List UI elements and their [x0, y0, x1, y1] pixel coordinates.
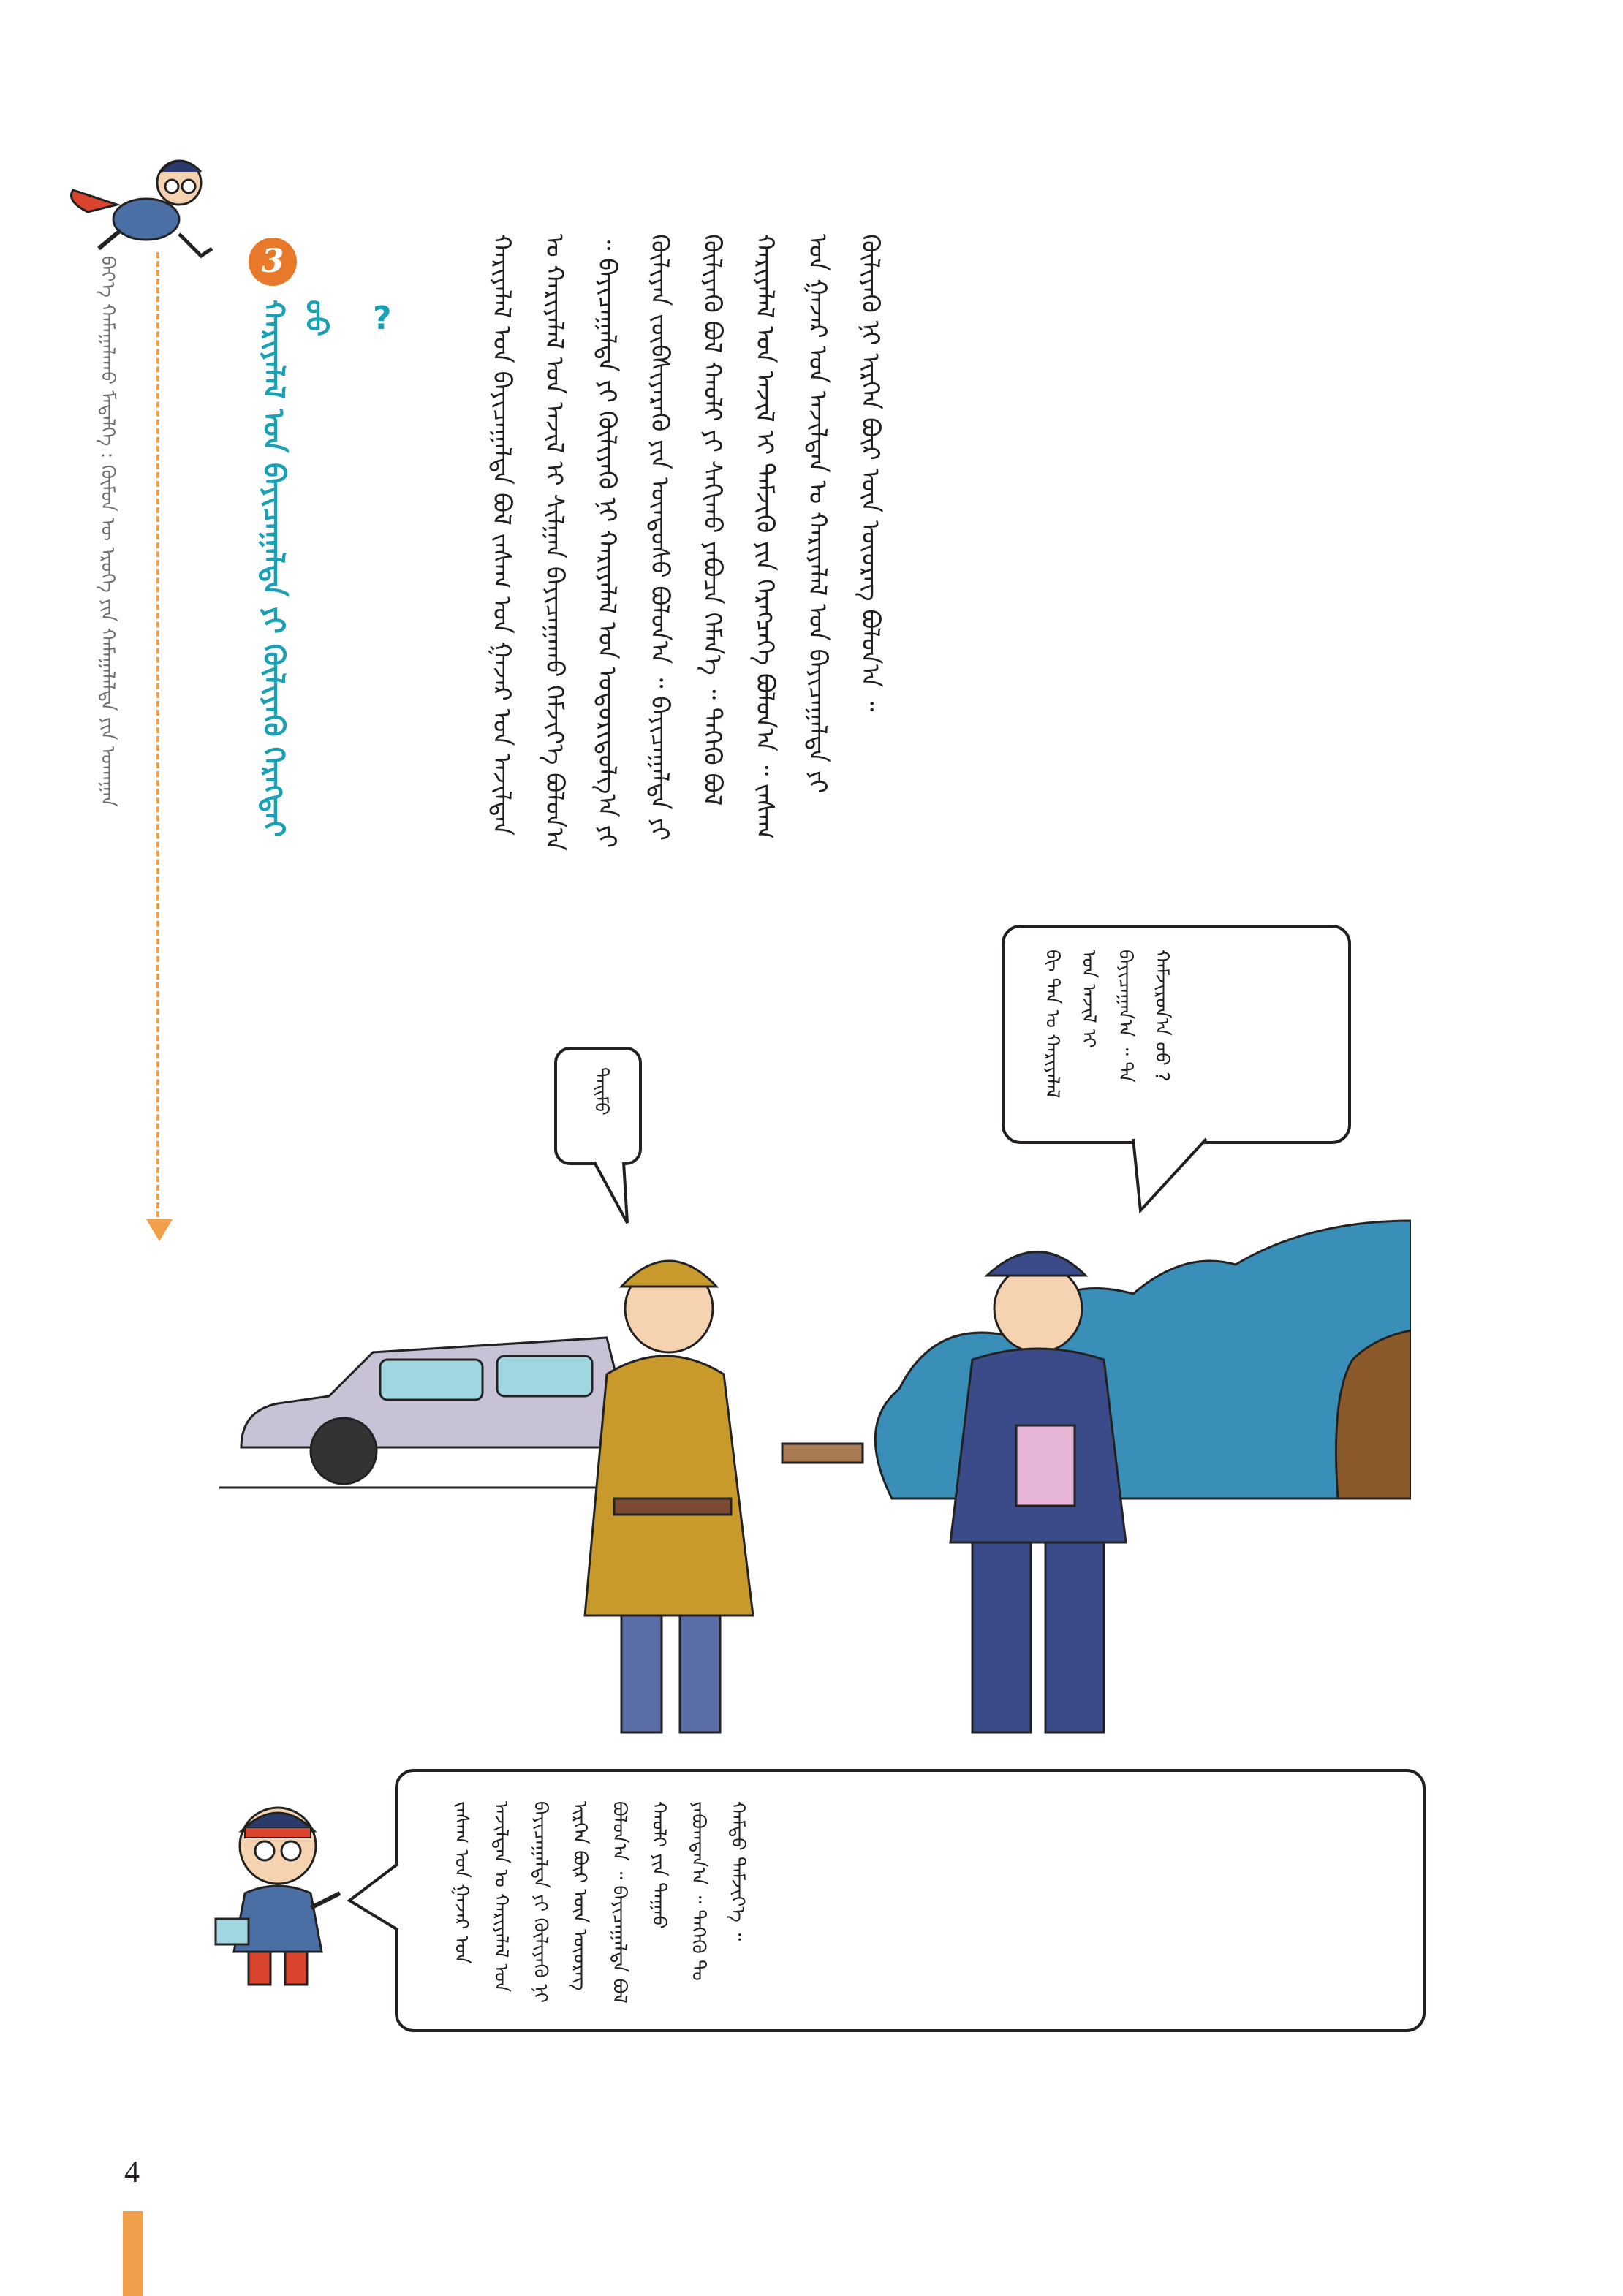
running-header: ᠪᠡᠶ᠎ᠡ ᠬᠠᠮᠠᠭᠠᠯᠠᠬᠤ ᠮᠡᠳᠡᠯᠭᠡ : ᠬᠦᠮᠦᠨ ᠦ ᠡᠷᠦᠬᠡ ᠶᠢᠨ ᠬᠠᠮᠠᠭᠠᠯᠠᠯᠲᠠ ᠶᠢᠨ ᠤᠬᠠᠭᠠᠨ	[97, 256, 118, 807]
officer-bubble-tail	[1126, 1137, 1214, 1218]
body-paragraph: ᠬᠠᠷᠢᠶᠠᠯᠠᠯ ᠤᠨ ᠪᠠᠶᠢᠴᠠᠭᠠᠯᠲᠠ ᠪᠣᠯ ᠵᠠᠰᠠᠭ ᠤᠨ ᠭᠠᠵᠠᠷ ᠤᠨ ᠠᠵᠢᠯᠲᠠᠨ ᠤ ᠬᠠᠷᠢᠶᠠᠯᠠᠯ ᠤᠨ ᠠᠵᠢᠯ ᠢ ᠰᠢᠯᠭᠠᠨ ᠪᠠᠶᠢᠴᠠᠭᠠᠬᠤ ᠬᠡᠮᠵᠢᠶ᠎ᠡ ᠪᠣᠯᠤᠨ᠎ᠠ ᠃ ᠪᠠᠶᠢᠴᠠᠭᠠᠯᠲᠠ ᠶᠢ ᠬᠦᠯᠢᠶᠡᠬᠦ ᠨᠢ ᠬᠠᠷᠢᠶᠠᠯᠠᠯ ᠤᠨ ᠤᠳᠤᠷᠢᠳᠤᠯᠭ᠎ᠠ ᠶᠢ ᠬᠦᠯᠢᠶᠡᠨ ᠵᠥᠪᠰᠢᠶᠡᠷᠡᠬᠦ ᠶᠢᠨ ᠦᠨᠳᠦᠰᠦ ᠪᠣᠯᠤᠨ᠎ᠠ ᠃ ᠪᠠᠶᠢᠴᠠᠭᠠᠯᠲᠠ ᠶᠢ ᠬᠦᠯᠢᠶᠡᠬᠦ ᠪᠣᠯ ᠬᠠᠤᠯᠢ ᠶᠢ ᠰᠠᠬᠢᠬᠤ ᠶᠠᠪᠤᠴᠠ ᠬᠡᠮᠡᠨ᠎ᠡ ᠃ ᠲᠡᠭᠡᠬᠦ ᠪᠣᠯ ᠬᠠᠷᠢᠶᠠᠯᠠᠯ ᠤᠨ ᠠᠵᠢᠯ ᠢ ᠳᠡᠮᠵᠢᠬᠦ ᠶᠢᠨ ᠬᠡᠷᠡᠭᠴᠡᠭᠡ ᠪᠣᠯᠤᠨ᠎ᠠ ᠃ ᠵᠠᠰᠠᠭ ᠤᠨ ᠭᠠᠵᠠᠷ ᠤᠨ ᠠᠵᠢᠯᠲᠠᠨ ᠤ ᠬᠠᠷᠢᠶᠠᠯᠠᠯ ᠤᠨ ᠪᠠᠶᠢᠴᠠᠭᠠᠯᠲᠠ ᠶᠢ ᠬᠦᠯᠢᠶᠡᠬᠦ ᠨᠢ ᠢᠷᠭᠡᠨ ᠪᠦᠷ ᠦᠨ ᠦᠦᠷᠡᠭ ᠪᠣᠯᠤᠨ᠎ᠠ ᠃	[487, 234, 885, 859]
man-bubble-tail	[591, 1161, 635, 1227]
mascot-speech-bubble	[395, 1769, 1426, 2032]
officer-speech-bubble	[1002, 925, 1351, 1144]
mascot-bubble-tail	[347, 1857, 399, 1937]
man-speech-bubble	[554, 1047, 642, 1165]
illustration-scene	[212, 1206, 1411, 1762]
man-character-image	[585, 1261, 753, 1732]
boy-mascot-flying-icon	[58, 132, 227, 278]
header-arrow-icon	[146, 1219, 173, 1241]
section-title: ᠬᠠᠷᠢᠶᠠᠯᠠᠯ ᠤᠨ ᠪᠠᠶᠢᠴᠠᠭᠠᠯᠲᠠ ᠶᠢ ᠬᠦᠯᠢᠶᠡᠬᠦ ᠬᠡᠷᠡᠭᠲᠡᠢ ᠦᠦ	[257, 300, 333, 848]
boy-mascot-pointing-icon	[212, 1791, 344, 2003]
section-question-mark: ?	[373, 300, 392, 337]
header-dashed-rule	[156, 252, 159, 1217]
page-number: 4	[124, 2156, 140, 2189]
page-edge-tab	[123, 2211, 143, 2296]
section-number-badge: 3	[249, 238, 297, 286]
officer-speech-text: ᠪᠢ ᠲᠠᠨ ᠤ ᠬᠠᠷᠢᠶᠠᠯᠠᠯ ᠤᠨ ᠠᠵᠢᠯ ᠢ ᠪᠠᠶᠢᠴᠠᠭᠠᠨ᠎ᠠ ᠃ ᠲᠠ ᠬᠠᠮᠵᠢᠷᠤᠨ᠎ᠠ ᠤᠤ ?	[1041, 950, 1173, 1105]
mascot-speech-text: ᠵᠠᠰᠠᠭ ᠤᠨ ᠭᠠᠵᠠᠷ ᠤᠨ ᠠᠵᠢᠯᠲᠠᠨ ᠤ ᠬᠠᠷᠢᠶᠠᠯᠠᠯ ᠤᠨ ᠪᠠᠶᠢᠴᠠᠭᠠᠯᠲᠠ ᠶᠢ ᠬᠦᠯᠢᠶᠡᠬᠦ ᠨᠢ ᠢᠷᠭᠡᠨ ᠪᠦᠷ ᠦᠨ ᠦᠦᠷᠡᠭ ᠪᠣᠯᠤᠨ᠎ᠠ ᠃ ᠪᠠᠶᠢᠴᠠᠭᠠᠯᠲᠠ ᠪᠣᠯ ᠬᠠᠤᠯᠢ ᠶᠢᠨ ᠳᠠᠭᠠᠤ ᠶᠠᠪᠤᠭᠳᠠᠨ᠎ᠠ ᠃ ᠲᠡᠭᠡᠬᠦ ᠲᠤ ᠬᠠᠮᠲᠤ ᠳᠡᠮᠵᠢᠶ᠎ᠡ ᠃	[450, 1801, 749, 2010]
man-speech-text: ᠲᠡᠢᠮᠦ	[590, 1067, 612, 1115]
car-image	[241, 1338, 651, 1484]
